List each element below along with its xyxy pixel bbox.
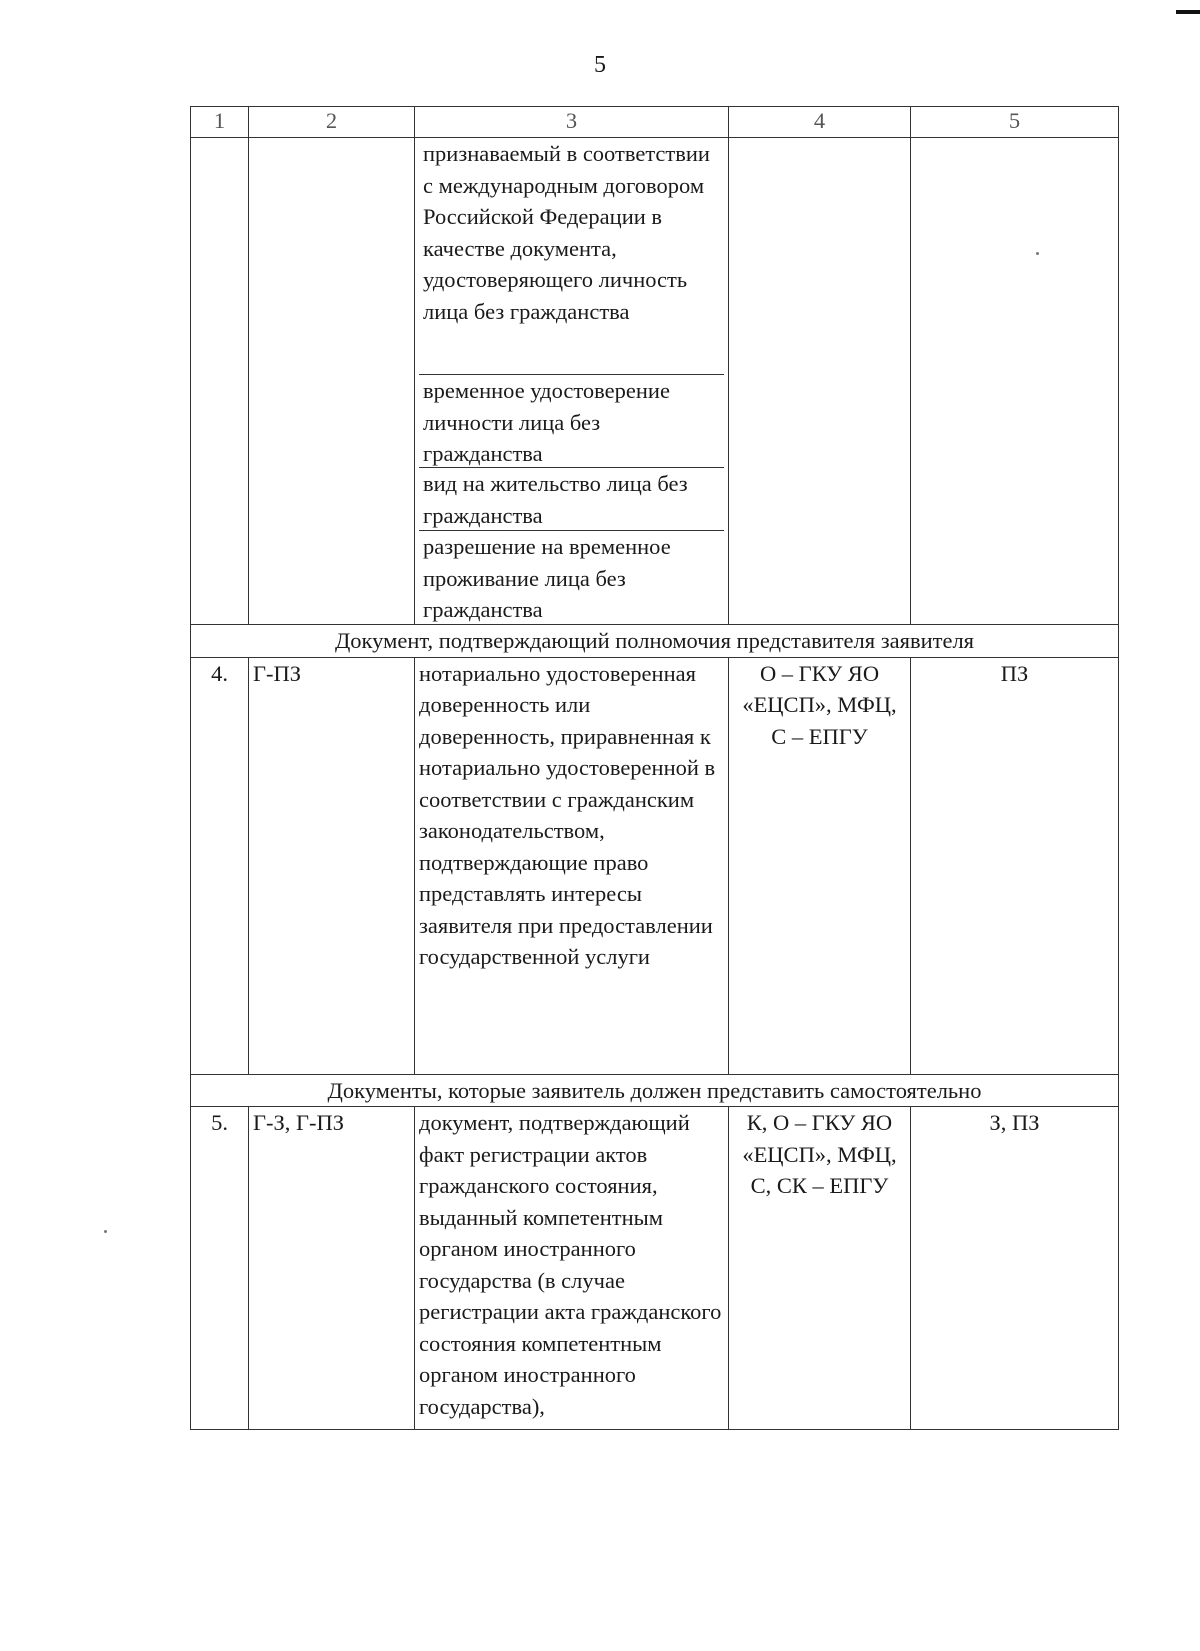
scan-speck [104,1230,107,1233]
table-row [191,657,1119,1074]
page-number: 5 [594,52,606,78]
issuer-cell [729,138,911,625]
row-number: 4. [191,657,249,1074]
applicant-code: Г-ПЗ [249,657,415,1074]
submission-line: С, СК – ЕПГУ [750,1173,889,1198]
column-number-row [191,107,1119,138]
column-number: 4 [729,107,911,138]
document-item: признаваемый в соответствии с международным договором Российской Федерации в качестве документа, удостоверяющего личность лица без гражданства [419,138,724,375]
submission-line: «ЕЦСП», МФЦ, [742,1141,897,1167]
applicant-category: ПЗ [911,657,1119,1074]
document-list-cell [415,138,729,625]
code-cell [249,138,415,625]
document-item: вид на жительство лица без гражданства [419,468,724,531]
column-number: 1 [191,107,249,138]
section-heading: Документ, подтверждающий полномочия представителя заявителя [191,625,1119,658]
table-row [191,1107,1119,1430]
section-row [191,625,1119,658]
section-row [191,1074,1119,1107]
table-row [191,138,1119,625]
applicant-category: З, ПЗ [911,1107,1119,1430]
applicant-code: Г-З, Г-ПЗ [249,1107,415,1430]
category-cell [911,138,1119,625]
document-item: разрешение на временное проживание лица без гражданства [423,534,671,622]
submission-line: С – ЕПГУ [771,723,868,749]
submission-line: «ЕЦСП», МФЦ, [742,692,897,717]
submission-method [729,657,911,1074]
section-heading: Документы, которые заявитель должен представить самостоятельно [191,1074,1119,1107]
document-item: временное удостоверение личности лица без гражданства [419,375,724,468]
document-description: нотариально удостоверенная доверенность или доверенность, приравненная к нотариально удостоверенной в соответствии с гражданским законодательством, подтверждающие право представлять интересы заявителя при предоставлении государственной услуги [415,657,729,1074]
row-number-cell [191,138,249,625]
column-number: 5 [911,107,1119,138]
submission-method [729,1107,911,1430]
document-table [190,106,1119,1430]
document-description: документ, подтверждающий факт регистрации актов гражданского состояния, выданный компетентным органом иностранного государства (в случае регистрации акта гражданского состояния компетентным органом иностранного государства), [415,1107,729,1430]
scan-edge-mark [1176,10,1200,14]
column-number: 2 [249,107,415,138]
submission-line: О – ГКУ ЯО [759,660,880,686]
row-number: 5. [191,1107,249,1430]
submission-line: К, О – ГКУ ЯО [746,1110,893,1135]
column-number: 3 [415,107,729,138]
